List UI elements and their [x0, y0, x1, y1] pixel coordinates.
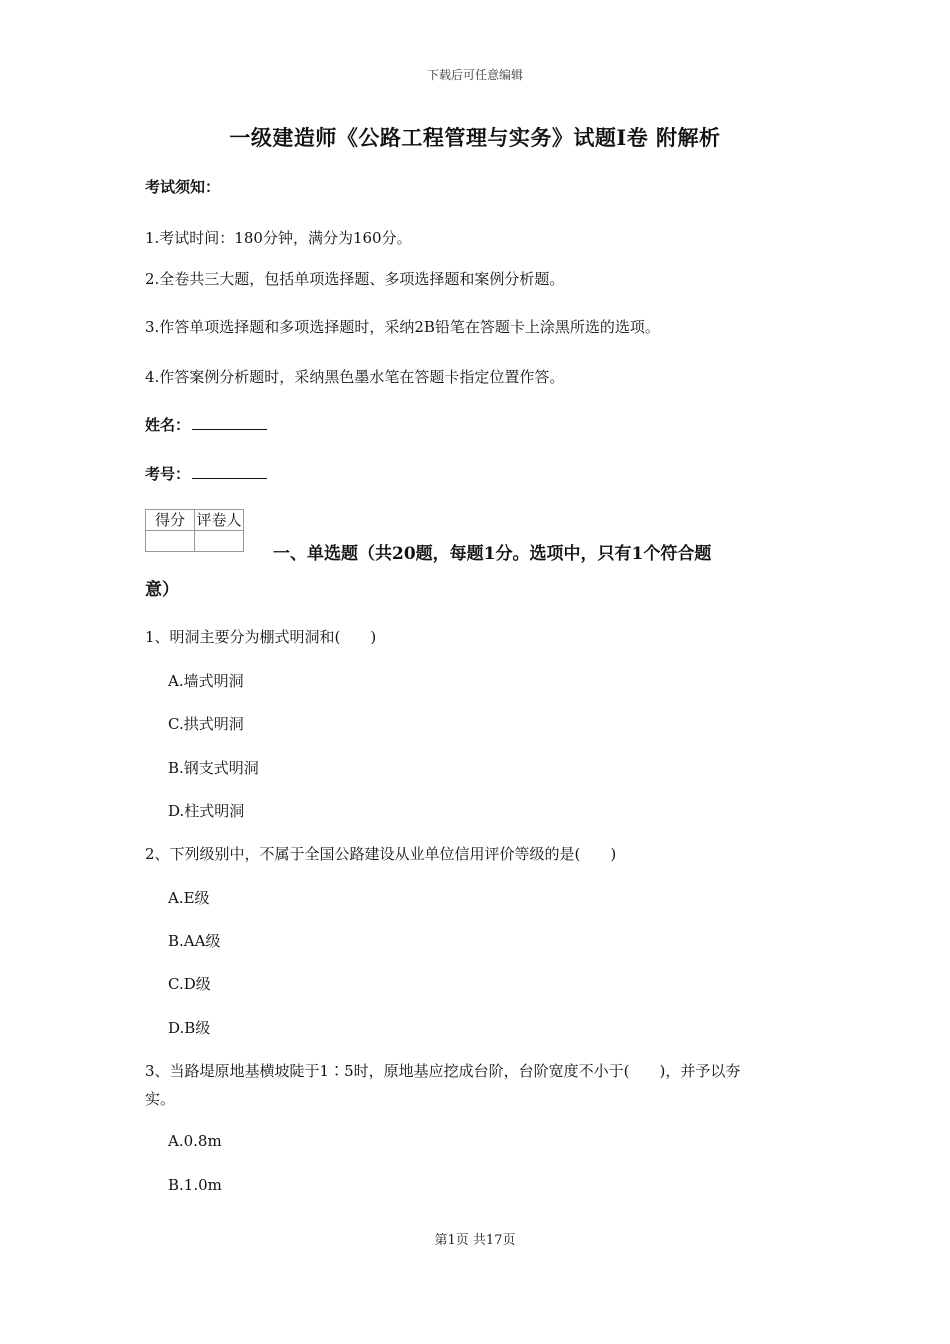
notice-heading: 考试须知：: [145, 178, 221, 196]
grader-header: 评卷人: [196, 511, 242, 529]
score-table: [145, 509, 244, 552]
name-label: 姓名：: [145, 416, 191, 434]
notice-item-4: 4.作答案例分析题时，采纳黑色墨水笔在答题卡指定位置作答。: [145, 368, 565, 386]
question-2-option: A.E级: [168, 889, 210, 907]
id-field: [145, 463, 267, 484]
grader-cell: [195, 531, 244, 552]
question-3-stem-line2: 实。: [145, 1090, 176, 1108]
question-3-stem-line1: 3、当路堤原地基横坡陡于1∶5时，原地基应挖成台阶，台阶宽度不小于( )，并予以夯: [145, 1062, 741, 1080]
question-3-option: A.0.8m: [168, 1132, 222, 1150]
page-footer: 第1页 共17页: [434, 1233, 516, 1248]
section-heading-line2: 意）: [145, 580, 179, 600]
notice-item-3: 3.作答单项选择题和多项选择题时，采纳2B铅笔在答题卡上涂黑所选的选项。: [145, 318, 660, 336]
question-2-option: B.AA级: [168, 932, 221, 950]
question-2-option: D.B级: [168, 1019, 211, 1037]
score-cell: [146, 531, 195, 552]
question-1-stem: 1、明洞主要分为棚式明洞和( ): [145, 628, 377, 646]
id-label: 考号：: [145, 465, 191, 483]
document-title: 一级建造师《公路工程管理与实务》试题I卷 附解析: [229, 125, 721, 150]
page-header: 下载后可任意编辑: [426, 68, 523, 82]
name-field: [145, 414, 267, 435]
name-blank: [192, 415, 267, 430]
notice-item-2: 2.全卷共三大题，包括单项选择题、多项选择题和案例分析题。: [145, 270, 565, 288]
question-1-option: A.墙式明洞: [168, 672, 244, 690]
notice-item-1: 1.考试时间：180分钟，满分为160分。: [145, 229, 412, 247]
question-1-option: C.拱式明洞: [168, 715, 244, 733]
question-3-option: B.1.0m: [168, 1176, 222, 1194]
section-heading-line1: 一、单选题（共20题，每题1分。选项中，只有1个符合题: [273, 544, 712, 564]
question-1-option: B.钢支式明洞: [168, 759, 259, 777]
question-1-option: D.柱式明洞: [168, 802, 245, 820]
question-2-option: C.D级: [168, 975, 211, 993]
score-header: 得分: [146, 510, 195, 531]
question-2-stem: 2、下列级别中，不属于全国公路建设从业单位信用评价等级的是( ): [145, 845, 617, 863]
id-blank: [192, 464, 267, 479]
